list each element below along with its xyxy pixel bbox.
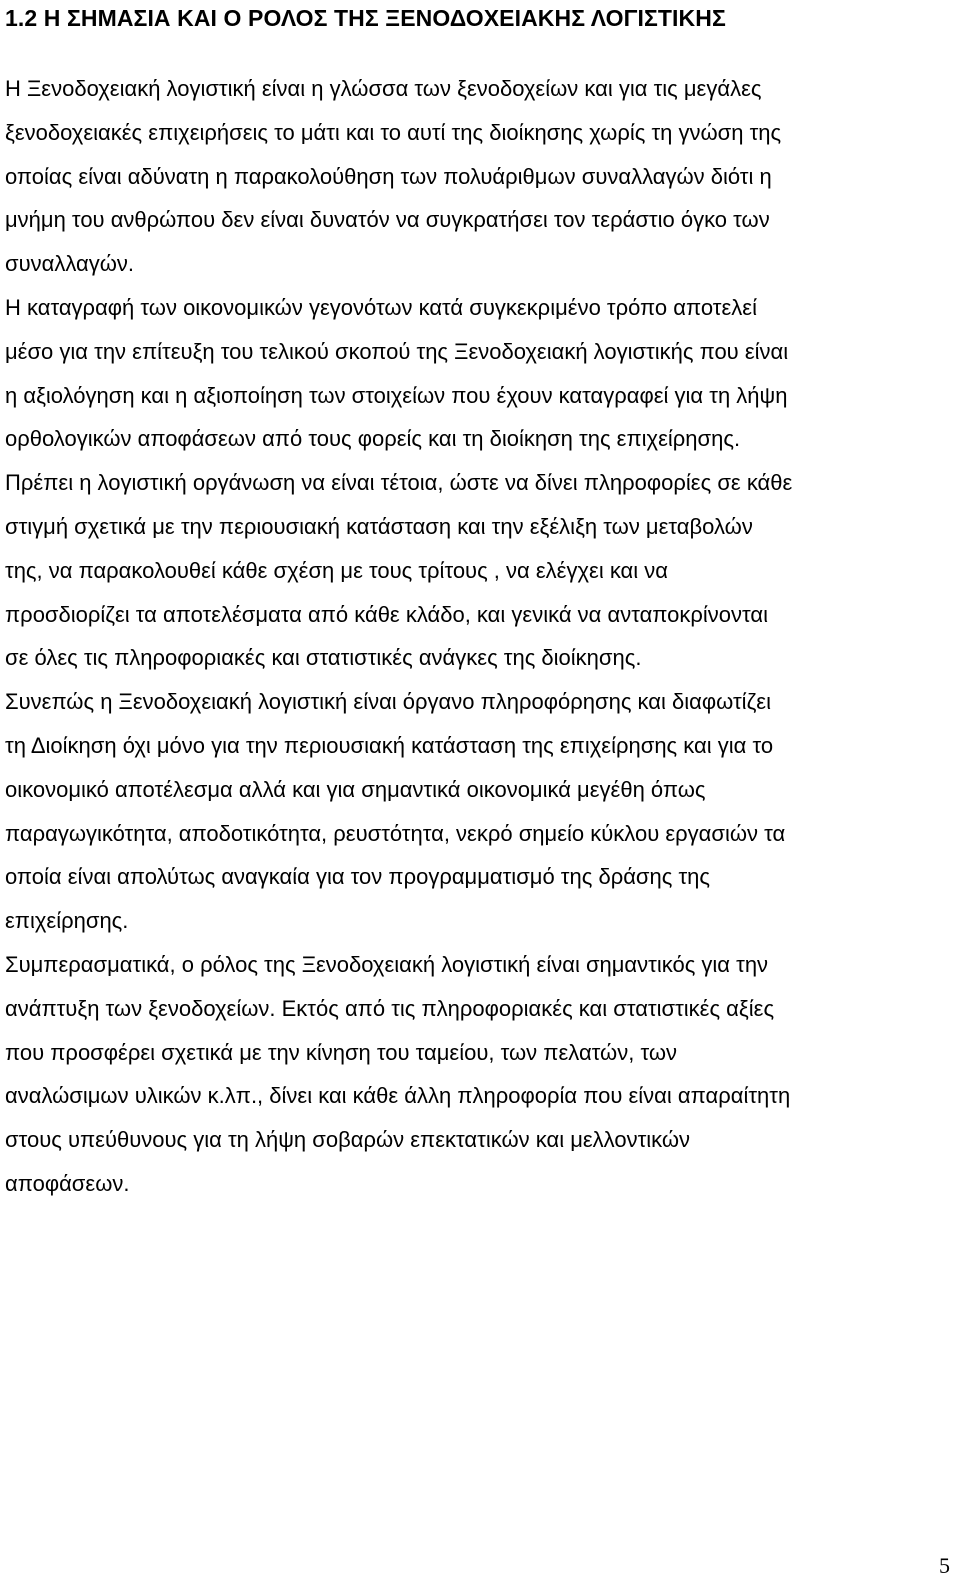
paragraph-line: οποία είναι απολύτως αναγκαία για τον προγραμματισμό της δράσης της (5, 864, 710, 890)
paragraph-5 (5, 943, 950, 1206)
paragraph-line: Η καταγραφή των οικονομικών γεγονότων κατά συγκεκριμένο τρόπο αποτελεί (5, 294, 757, 320)
paragraph-line: της, να παρακολουθεί κάθε σχέση με τους τρίτους , να ελέγχει και να (5, 557, 668, 583)
page-number: 5 (939, 1553, 950, 1578)
section-heading: 1.2 Η ΣΗΜΑΣΙΑ ΚΑΙ Ο ΡΟΛΟΣ ΤΗΣ ΞΕΝΟΔΟΧΕΙΑΚΗΣ ΛΟΓΙΣΤΙΚΗΣ (5, 5, 726, 31)
paragraph-1 (5, 67, 950, 286)
paragraph-line: προσδιορίζει τα αποτελέσματα από κάθε κλάδο, και γενικά να ανταποκρίνονται (5, 601, 769, 627)
paragraph-line: ανάπτυξη των ξενοδοχείων. Εκτός από τις πληροφοριακές και στατιστικές αξίες (5, 995, 775, 1021)
paragraph-line: στους υπεύθυνους για τη λήψη σοβαρών επεκτατικών και μελλοντικών (5, 1127, 691, 1153)
paragraph-line: αποφάσεων. (5, 1170, 130, 1196)
paragraph-line: Η Ξενοδοχειακή λογιστική είναι η γλώσσα των ξενοδοχείων και για τις μεγάλες (5, 76, 762, 101)
paragraph-line: μνήμη του ανθρώπου δεν είναι δυνατόν να συγκρατήσει τον τεράστιο όγκο των (5, 207, 770, 233)
paragraph-line: αναλώσιμων υλικών κ.λπ., δίνει και κάθε άλλη πληροφορία που είναι απαραίτητη (5, 1083, 791, 1109)
paragraph-2 (5, 286, 950, 461)
body-text (5, 67, 950, 1206)
paragraph-line: ξενοδοχειακές επιχειρήσεις το μάτι και το αυτί της διοίκησης χωρίς τη γνώση της (5, 119, 782, 145)
paragraph-line: ορθολογικών αποφάσεων από τους φορείς και τη διοίκηση της επιχείρησης. (5, 426, 741, 452)
paragraph-line: τη Διοίκηση όχι μόνο για την περιουσιακή κατάσταση της επιχείρησης και για το (5, 732, 774, 758)
paragraph-line: στιγμή σχετικά με την περιουσιακή κατάσταση και την εξέλιξη των μεταβολών (5, 513, 753, 539)
paragraph-line: η αξιολόγηση και η αξιοποίηση των στοιχείων που έχουν καταγραφεί για τη λήψη (5, 382, 788, 408)
paragraph-3 (5, 461, 950, 680)
paragraph-line: μέσο για την επίτευξη του τελικού σκοπού της Ξενοδοχειακή λογιστικής που είναι (5, 338, 789, 364)
paragraph-line: επιχείρησης. (5, 908, 129, 934)
paragraph-line: Πρέπει η λογιστική οργάνωση να είναι τέτοια, ώστε να δίνει πληροφορίες σε κάθε (5, 470, 793, 496)
paragraph-line: οποίας είναι αδύνατη η παρακολούθηση των πολυάριθμων συναλλαγών διότι η (5, 163, 772, 189)
paragraph-line: σε όλες τις πληροφοριακές και στατιστικές ανάγκες της διοίκησης. (5, 645, 642, 671)
paragraph-line: Συμπερασματικά, ο ρόλος της Ξενοδοχειακή λογιστική είναι σημαντικός για την (5, 951, 769, 977)
paragraph-line: οικονομικό αποτέλεσμα αλλά και για σημαντικά οικονομικά μεγέθη όπως (5, 776, 706, 802)
paragraph-line: Συνεπώς η Ξενοδοχειακή λογιστική είναι όργανο πληροφόρησης και διαφωτίζει (5, 689, 771, 715)
paragraph-4 (5, 680, 950, 943)
paragraph-line: συναλλαγών. (5, 251, 135, 277)
paragraph-line: που προσφέρει σχετικά με την κίνηση του ταμείου, των πελατών, των (5, 1039, 677, 1065)
paragraph-line: παραγωγικότητα, αποδοτικότητα, ρευστότητα, νεκρό σημείο κύκλου εργασιών τα (5, 820, 786, 846)
